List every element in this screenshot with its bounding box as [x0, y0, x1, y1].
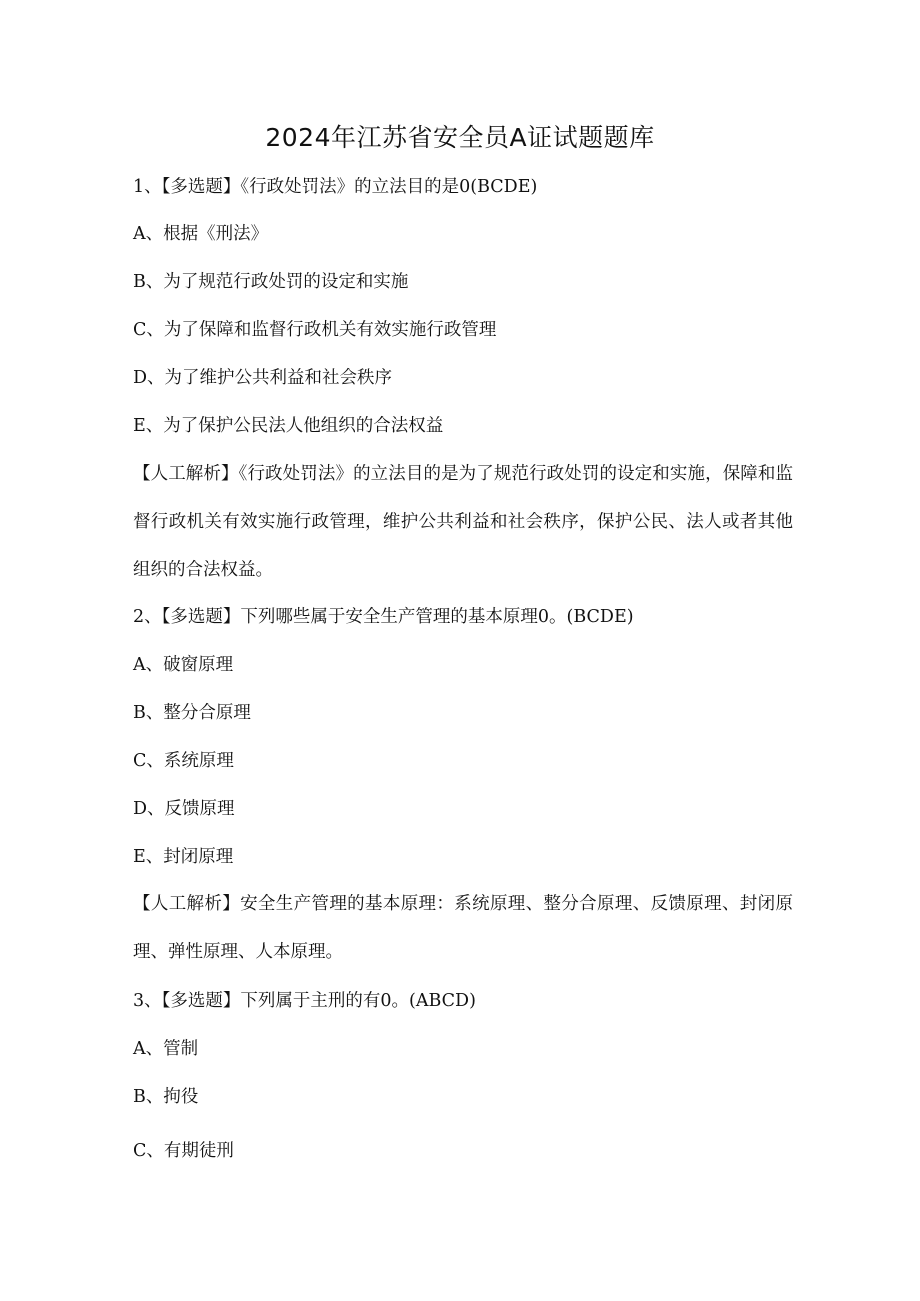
question-2-option-d: D、反馈原理	[133, 799, 235, 819]
question-1-analysis: 【人工解析】《行政处罚法》的立法目的是为了规范行政处罚的设定和实施，保障和监督行政机关有效实施行政管理，维护公共利益和社会秩序，保护公民、法人或者其他组织的合法权益。	[133, 464, 793, 580]
question-3-stem: 3、【多选题】下列属于主刑的有0。(ABCD)	[133, 991, 476, 1011]
question-2-option-a: A、破窗原理	[133, 655, 234, 675]
question-2-option-c: C、系统原理	[133, 751, 234, 771]
question-1-option-a: A、根据《刑法》	[133, 224, 269, 244]
question-3-option-a: A、管制	[133, 1039, 199, 1059]
question-1-option-e: E、为了保护公民法人他组织的合法权益	[133, 416, 444, 436]
question-1-option-b: B、为了规范行政处罚的设定和实施	[133, 272, 409, 292]
question-1-option-d: D、为了维护公共利益和社会秩序	[133, 368, 393, 388]
question-1-stem: 1、【多选题】《行政处罚法》的立法目的是0(BCDE)	[133, 177, 538, 197]
question-2-option-b: B、整分合原理	[133, 703, 251, 723]
question-2-option-e: E、封闭原理	[133, 847, 234, 867]
question-2-stem: 2、【多选题】下列哪些属于安全生产管理的基本原理0。(BCDE)	[133, 607, 634, 627]
question-3-option-b: B、拘役	[133, 1087, 199, 1107]
document-title: 2024年江苏省安全员A证试题题库	[265, 123, 655, 152]
question-2-analysis: 【人工解析】安全生产管理的基本原理：系统原理、整分合原理、反馈原理、封闭原理、弹性原理、人本原理。	[133, 894, 793, 962]
question-1-option-c: C、为了保障和监督行政机关有效实施行政管理	[133, 320, 497, 340]
question-3-option-c: C、有期徒刑	[133, 1141, 234, 1161]
